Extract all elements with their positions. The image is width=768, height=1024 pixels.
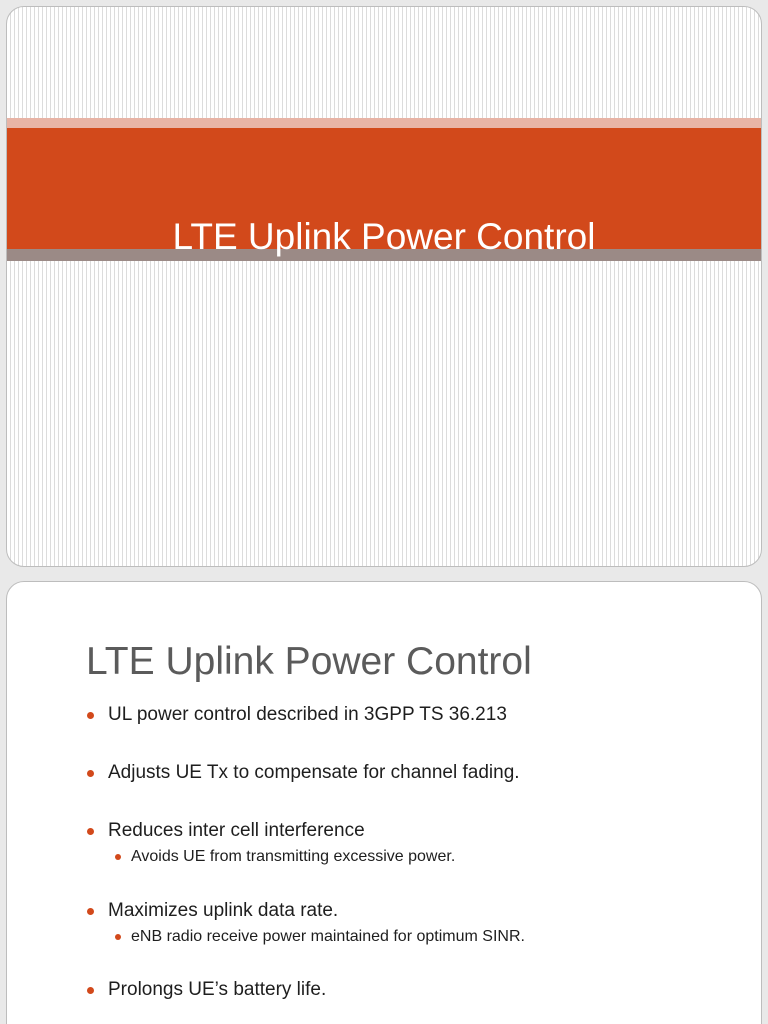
bullet-text: Prolongs UE’s battery life. — [108, 979, 327, 1000]
bullet-text: Maximizes uplink data rate. — [108, 900, 339, 921]
bullet-text: Reduces inter cell interference — [108, 820, 365, 841]
bullet-dot-icon — [87, 828, 94, 835]
bullet-text: UL power control described in 3GPP TS 36.213 — [108, 704, 507, 725]
content-slide — [6, 581, 762, 1024]
slide-title: LTE Uplink Power Control — [172, 216, 596, 257]
bullet-item — [108, 761, 520, 785]
bullet-item — [108, 703, 507, 727]
sub-bullet-dot-icon — [115, 854, 121, 860]
sub-bullet-text: eNB radio receive power maintained for optimum SINR. — [131, 928, 525, 945]
title-band-top — [7, 118, 761, 128]
bullet-text: Adjusts UE Tx to compensate for channel fading. — [108, 762, 520, 783]
bullet-dot-icon — [87, 987, 94, 994]
sub-bullet-dot-icon — [115, 934, 121, 940]
sub-bullet-text: Avoids UE from transmitting excessive power. — [131, 848, 456, 865]
bullet-item — [108, 978, 326, 1002]
sub-bullet-item — [131, 847, 455, 867]
bullet-dot-icon — [87, 908, 94, 915]
bullet-item — [108, 819, 365, 843]
bullet-item — [108, 899, 338, 923]
bullet-dot-icon — [87, 712, 94, 719]
title-slide — [6, 6, 762, 567]
sub-bullet-item — [131, 927, 525, 947]
bullet-dot-icon — [87, 770, 94, 777]
slide-heading: LTE Uplink Power Control — [86, 640, 532, 683]
